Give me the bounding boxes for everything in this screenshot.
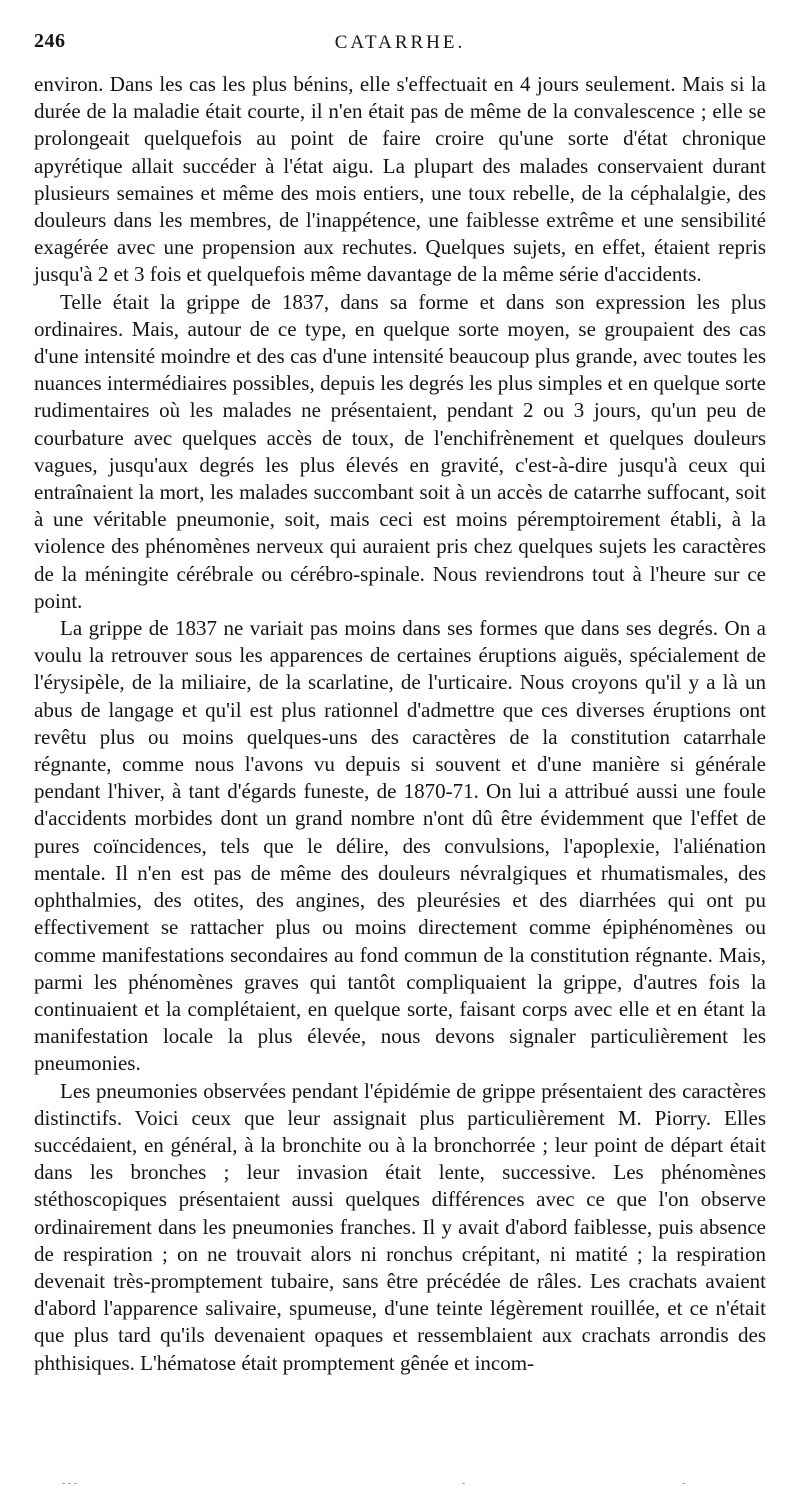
paragraph-4: Les pneumonies observées pendant l'épidémie de grippe présentaient des caractères distinctifs. Voici ceux que leur assignait plus particulièrement M. Piorry. Elles succédaient, en général, à la bronchite ou à la bronchorrée ; leur point de départ était dans les bronches ; leur invasion était lente, successive. Les phénomènes stéthoscopiques présentaient aussi quelques différences avec ce que l'on observe ordinairement dans les pneumonies franches. Il y avait d'abord faiblesse, puis absence de respiration ; on ne trouvait alors ni ronchus crépitant, ni matité ; la respiration devenait très-promptement tubaire, sans être précédée de râles. Les crachats avaient d'abord l'apparence salivaire, spumeuse, d'une teinte légèrement rouillée, et ce n'était que plus tard qu'ils devenaient opaques et ressemblaient aux crachats arrondis des phthisiques. L'hématose était promptement gênée et incom-: [34, 1078, 766, 1375]
page-header: [34, 30, 766, 70]
scan-speck: ‐: [682, 1478, 686, 1489]
scan-speck: ‐ ‐ ‐: [62, 1478, 77, 1489]
paragraph-1: environ. Dans les cas les plus bénins, elle s'effectuait en 4 jours seulement. Mais si la durée de la maladie était courte, il n'en était pas de même de la convalescence ; elle se prolongeait quelquefois au point de faire croire qu'une sorte d'état chronique apyrétique allait succéder à l'état aigu. La plupart des malades conservaient durant plusieurs semaines et même des mois entiers, une toux rebelle, de la céphalalgie, des douleurs dans les membres, de l'inappétence, une faiblesse extrême et une sensibilité exagérée avec une propension aux rechutes. Quelques sujets, en effet, étaient repris jusqu'à 2 et 3 fois et quelquefois même davantage de la même série d'accidents.: [34, 72, 766, 287]
scan-specks: [62, 1478, 702, 1489]
paragraph-3: La grippe de 1837 ne variait pas moins dans ses formes que dans ses degrés. On a voulu la retrouver sous les apparences de certaines éruptions aiguës, spécialement de l'érysipèle, de la miliaire, de la scarlatine, de l'urticaire. Nous croyons qu'il y a là un abus de langage et qu'il est plus rationnel d'admettre que ces diverses éruptions ont revêtu plus ou moins quelques-uns des caractères de la constitution catarrhale régnante, comme nous l'avons vu depuis si souvent et d'une manière si générale pendant l'hiver, à tant d'égards funeste, de 1870-71. On lui a attribué aussi une foule d'accidents morbides dont un grand nombre n'ont dû être évidemment que l'effet de pures coïncidences, tels que le délire, des convulsions, l'apoplexie, l'aliénation mentale. Il n'en est pas de même des douleurs névralgiques et rhumatismales, des ophthalmies, des otites, des angines, des pleurésies et des diarrhées qui ont pu effectivement se rattacher plus ou moins directement comme épiphénomènes ou comme manifestations secondaires au fond commun de la constitution régnante. Mais, parmi les phénomènes graves qui tantôt compliquaient la grippe, d'autres fois la continuaient et la complétaient, en quelque sorte, faisant corps avec elle et en étant la manifestation locale la plus élevée, nous devons signaler particulièrement les pneumonies.: [34, 616, 766, 1076]
page-number: 246: [34, 30, 66, 52]
paragraph-2: Telle était la grippe de 1837, dans sa forme et dans son expression les plus ordinaires. Mais, autour de ce type, en quelque sorte moyen, se groupaient des cas d'une intensité moindre et des cas d'une intensité beaucoup plus grande, avec toutes les nuances intermédiaires possibles, depuis les degrés les plus simples et en quelque sorte rudimentaires où les malades ne présentaient, pendant 2 ou 3 jours, qu'un peu de courbature avec quelques accès de toux, de l'enchifrènement et quelques douleurs vagues, jusqu'aux degrés les plus élevés en gravité, c'est-à-dire jusqu'à ceux qui entraînaient la mort, les malades succombant soit à un accès de catarrhe suffocant, soit à une véritable pneumonie, soit, mais ceci est moins péremptoirement établi, à la violence des phénomènes nerveux qui auraient pris chez quelques sujets les caractères de la méningite cérébrale ou cérébro-spinale. Nous reviendrons tout à l'heure sur ce point.: [34, 289, 766, 613]
book-page: [34, 30, 766, 1375]
page-body: [34, 71, 766, 1377]
running-title: CATARRHE.: [334, 32, 466, 53]
scan-speck: ‐: [462, 1478, 466, 1489]
